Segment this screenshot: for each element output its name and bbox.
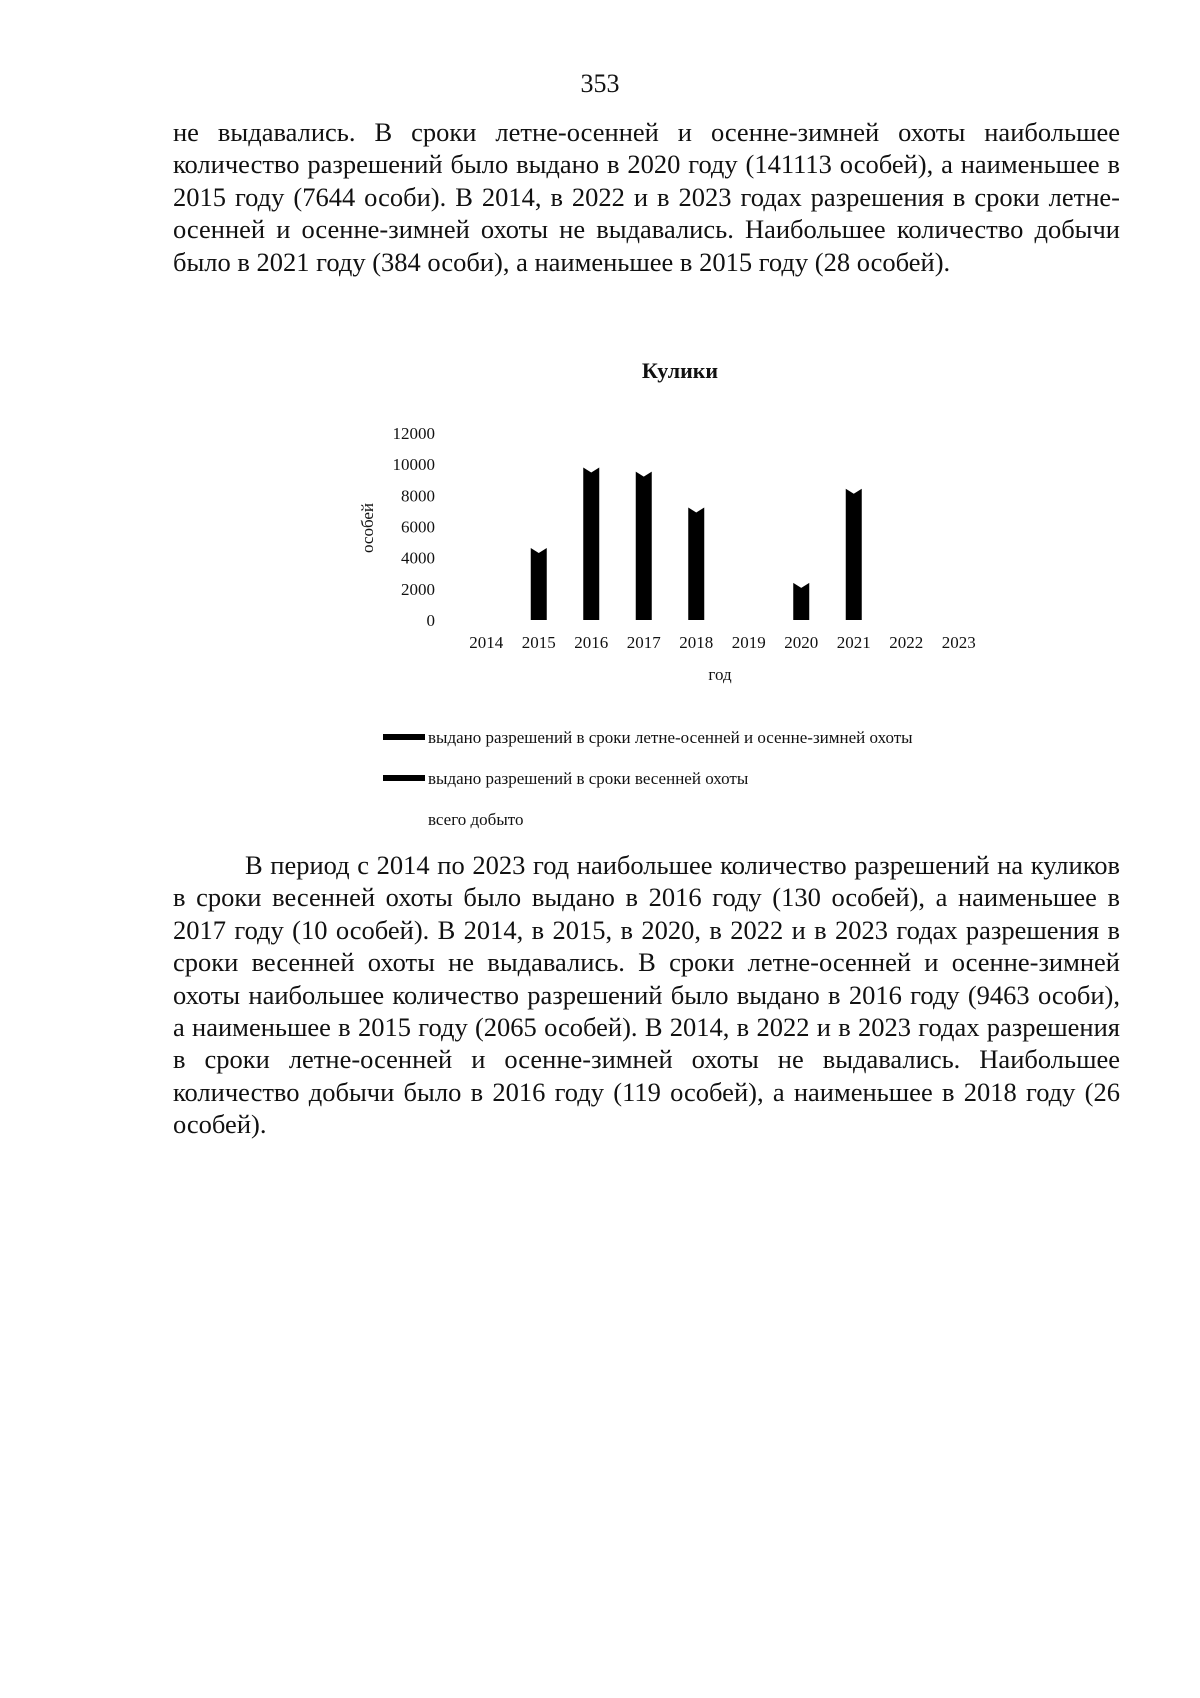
- bar-autumn-winter: [636, 472, 652, 620]
- x-tick-label: 2018: [679, 633, 714, 652]
- chart-bars: [531, 468, 862, 620]
- bar-autumn-winter: [531, 548, 547, 620]
- bar-autumn-winter: [688, 507, 704, 620]
- bar-autumn-winter: [846, 489, 862, 620]
- y-tick-label: 10000: [392, 455, 435, 475]
- paragraph-bottom: В период с 2014 по 2023 год наибольшее количество разрешений на куликов в сроки весенней охоты было выдано в 2016 году (130 особей), а наименьшее в 2017 году (10 особей). В 2014, в 2015, в 2020, в 2022 и в 2023 годах разрешения в сроки весенней охоты не выдавались. В сроки летне-осенней и осенне-зимней охоты наибольшее количество разрешений было выдано в 2016 году (9463 особи), а наименьшее в 2015 году (2065 особей). В 2014, в 2022 и в 2023 годах разрешения в сроки летне-осенней и осенне-зимней охоты не выдавались. Наибольшее количество добычи было в 2016 году (119 особей), а наименьшее в 2018 году (26 особей).: [173, 850, 1120, 1140]
- x-tick-label: 2015: [521, 633, 556, 652]
- legend-item-total-harvest: [383, 810, 523, 830]
- legend-key-spring: [383, 775, 425, 781]
- y-axis-ticks: [393, 424, 436, 630]
- x-tick-label: 2021: [836, 633, 871, 652]
- chart-title: Кулики: [641, 358, 719, 383]
- y-tick-label: 6000: [401, 517, 435, 537]
- x-tick-label: 2017: [626, 633, 661, 652]
- x-tick-label: 2022: [889, 633, 924, 652]
- bar-autumn-winter: [583, 468, 599, 620]
- bar-autumn-winter: [793, 583, 809, 620]
- legend-label-spring: выдано разрешений в сроки весенней охоты: [428, 769, 749, 788]
- legend-label-autumn-winter: выдано разрешений в сроки летне-осенней и осенне-зимней охоты: [428, 728, 913, 747]
- y-tick-label: 8000: [401, 486, 435, 506]
- legend-label-total-harvest: всего добыто: [428, 810, 524, 829]
- y-tick-label: 12000: [392, 424, 435, 443]
- legend-item-spring: [383, 769, 748, 789]
- x-tick-label: 2020: [784, 633, 819, 652]
- x-tick-label: 2016: [574, 633, 609, 652]
- x-tick-label: 2023: [941, 633, 976, 652]
- y-tick-label: 4000: [401, 548, 435, 568]
- paragraph-top: не выдавались. В сроки летне-осенней и осенне-зимней охоты наибольшее количество разрешений было выдано в 2020 году (141113 особей), а наименьшее в 2015 году (7644 особи). В 2014, в 2022 и в 2023 годах разрешения в сроки летне-осенней и осенне-зимней охоты не выдавались. Наибольшее количество добычи было в 2021 году (384 особи), а наименьшее в 2015 году (28 особей).: [173, 117, 1120, 277]
- y-tick-label: 0: [426, 611, 435, 630]
- x-tick-label: 2019: [731, 633, 766, 652]
- y-axis-label: особей: [358, 502, 377, 554]
- x-tick-label: 2014: [469, 633, 504, 652]
- bar-chart: [0, 0, 1200, 800]
- legend-item-autumn-winter: [383, 728, 913, 748]
- y-tick-label: 2000: [401, 579, 435, 599]
- page-number: 353: [580, 69, 620, 98]
- x-axis-label: год: [708, 665, 732, 684]
- x-axis-ticks: [469, 633, 976, 652]
- legend-key-autumn-winter: [383, 734, 425, 740]
